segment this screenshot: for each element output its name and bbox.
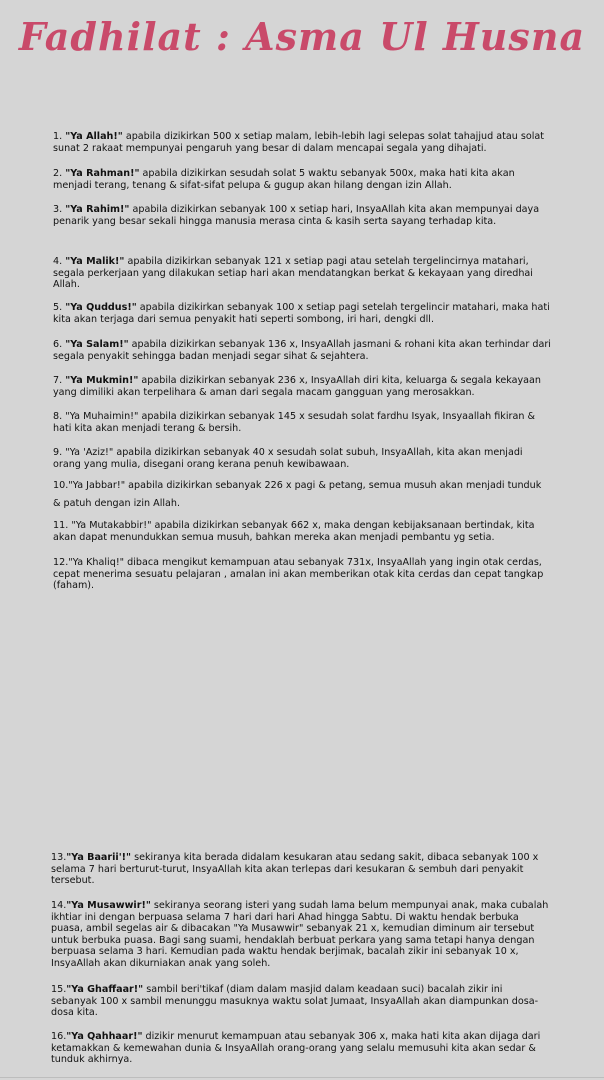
entry-text: "Ya 'Aziz!" apabila dizikirkan sebanyak 40 x sesudah solat subuh, InsyaAllah, kita akan menjadi orang yang mulia, disegani orang kerana penuh kewibawaan.: [53, 447, 523, 470]
entry-number: 9.: [53, 447, 66, 458]
entry-text: "Ya Mutakabbir!" apabila dizikirkan sebanyak 662 x, maka dengan kebijaksanaan bertindak, kita akan dapat menundukkan semua musuh, bahkan mereka akan menjadi pembantu yg setia.: [53, 520, 535, 543]
entry-text: sekiranya kita berada didalam kesukaran atau sedang sakit, dibaca sebanyak 100 x selama 7 hari berturut-turut, InsyaAllah kita akan terlepas dari kesukaran & sembuh dari penyakit tersebut.: [51, 852, 539, 887]
entry-name: "Ya Rahim!": [65, 204, 130, 215]
entry-6: [53, 339, 551, 362]
entry-name: "Ya Malik!": [65, 256, 125, 267]
entry-text: apabila dizikirkan 500 x setiap malam, lebih-lebih lagi selepas solat tahajjud atau solat sunat 2 rakaat mempunyai pengaruh yang besar di dalam mencapai segala yang dihajati.: [53, 131, 545, 154]
entry-number: 13.: [51, 852, 67, 863]
entry-text-part: sambil beri'tikaf: [143, 984, 224, 995]
entry-5: [53, 302, 551, 325]
entry-number: 8.: [53, 411, 66, 422]
entry-number: 2.: [53, 168, 66, 179]
entry-text: apabila dizikirkan sebanyak 100 x setiap pagi setelah tergelincir matahari, maka hati kita akan terjaga dari semua penyakit hati seperti sombong, iri hari, dengki dll.: [53, 302, 550, 325]
entry-text: apabila dizikirkan sesudah solat 5 waktu sebanyak 500x, maka hati kita akan menjadi terang, tenang & sifat-sifat pelupa & gugup akan hilang dengan izin Allah.: [53, 168, 515, 191]
entry-number: 14.: [51, 900, 67, 911]
entry-text: "Ya Khaliq!" dibaca mengikut kemampuan atau sebanyak 731x, InsyaAllah yang ingin otak cerdas, cepat menerima sesuatu pelajaran , amalan ini akan memberikan otak kita cerdas dan cepat tangkap (faham).: [53, 557, 544, 592]
entry-10: [53, 477, 551, 513]
entry-number: 7.: [53, 375, 66, 386]
entry-14: [51, 900, 551, 970]
entry-text: apabila dizikirkan sebanyak 121 x setiap pagi atau setelah tergelincirnya matahari, segala perkerjaan yang dilakukan setiap hari akan mendatangkan berkat & kekayaan yang diredhai Allah.: [53, 256, 533, 291]
entry-7: [53, 375, 551, 398]
entry-2: [53, 168, 551, 191]
entry-name: "Ya Musawwir!": [66, 900, 151, 911]
entry-13: [51, 852, 551, 887]
entry-name: "Ya Rahman!": [65, 168, 140, 179]
entry-text: dizikir menurut kemampuan atau sebanyak 306 x, maka hati kita akan dijaga dari ketamakkan & kemewahan dunia & InsyaAllah orang-orang yang selalu memusuhi kita akan sedar & tunduk akhirnya.: [51, 1031, 541, 1066]
entry-number: 10.: [53, 480, 69, 491]
entry-15: [51, 984, 551, 1019]
entry-number: 11.: [53, 520, 72, 531]
entry-number: 3.: [53, 204, 66, 215]
entry-text: apabila dizikirkan sebanyak 136 x, InsyaAllah jasmani & rohani kita akan terhindar dari segala penyakit sehingga badan menjadi segar sihat & sejahtera.: [53, 339, 551, 362]
entry-number: 5.: [53, 302, 66, 313]
entry-12: [53, 557, 551, 592]
entry-number: 16.: [51, 1031, 67, 1042]
entry-3: [53, 204, 551, 227]
entry-name: "Ya Baarii'!": [66, 852, 132, 863]
entry-1: [53, 131, 551, 154]
entry-9: [53, 447, 551, 470]
entry-11: [53, 520, 551, 543]
entry-name: "Ya Ghaffaar!": [66, 984, 144, 995]
entry-number: 15.: [51, 984, 67, 995]
entry-8: [53, 411, 551, 434]
entry-name: "Ya Qahhaar!": [66, 1031, 143, 1042]
entry-name: "Ya Salam!": [65, 339, 129, 350]
entry-16: [51, 1031, 551, 1066]
entry-number: 1.: [53, 131, 66, 142]
entry-4: [53, 256, 551, 291]
entry-number: 12.: [53, 557, 69, 568]
entry-number: 4.: [53, 256, 66, 267]
entry-text: apabila dizikirkan sebanyak 236 x, InsyaAllah diri kita, keluarga & segala kekayaan yang dimiliki akan terpelihara & aman dari segala macam gangguan yang merosakkan.: [53, 375, 542, 398]
entry-name: "Ya Mukmin!": [65, 375, 139, 386]
entry-name: "Ya Quddus!": [65, 302, 137, 313]
entry-text: sekiranya seorang isteri yang sudah lama belum mempunyai anak, maka cubalah ikhtiar ini dengan berpuasa selama 7 hari dari hari Ahad hingga Sabtu. Di waktu hendak berbuka puasa, ambil segelas air & dibacakan "Ya Musawwir" sebanyak 21 x, kemudian diminum air tersebut untuk berbuka puasa. Bagi sang suami, hendaklah berbuat perkara yang sama tetapi hanya dengan berpuasa selama 3 hari. Kemudian pada waktu hendak berjimak, bacalah zikir ini sebanyak 10 x, InsyaAllah akan dikurniakan anak yang soleh.: [51, 900, 549, 969]
entry-text: apabila dizikirkan sebanyak 100 x setiap hari, InsyaAllah kita akan mempunyai daya penarik yang besar sekali hingga manusia merasa cinta & kasih serta sayang terhadap kita.: [53, 204, 540, 227]
entry-name: "Ya Allah!": [65, 131, 123, 142]
entry-text: "Ya Muhaimin!" apabila dizikirkan sebanyak 145 x sesudah solat fardhu Isyak, Insyaallah fikiran & hati kita akan menjadi terang & bersih.: [53, 411, 535, 434]
page-title: Fadhilat : Asma Ul Husna: [18, 14, 586, 59]
entry-number: 6.: [53, 339, 66, 350]
entry-text: "Ya Jabbar!" apabila dizikirkan sebanyak 226 x pagi & petang, semua musuh akan menjadi tunduk & patuh dengan izin Allah.: [53, 480, 542, 509]
entry-text: (diam dalam masjid dalam keadaan suci) bacalah zikir ini sebanyak 100 x sambil menunggu masuknya waktu solat Jumaat, InsyaAllah akan diampunkan dosa-dosa kita.: [51, 984, 539, 1019]
bottom-divider: [0, 1077, 604, 1078]
